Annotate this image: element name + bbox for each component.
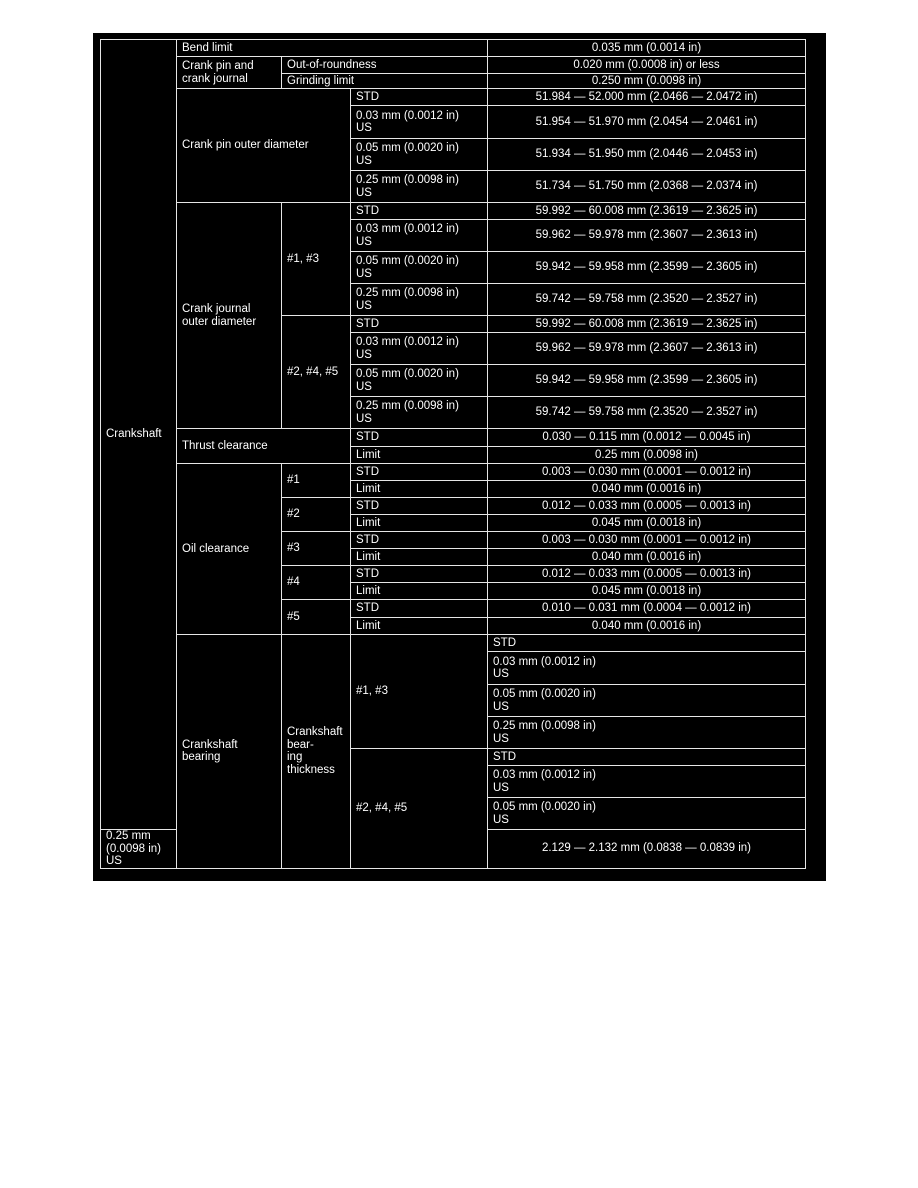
size-label: 0.03 mm (0.0012 in) US <box>351 106 488 139</box>
crankshaft-spec-table <box>100 39 806 869</box>
item-bearing-thickness: Crankshaft bear- ing thickness <box>282 635 351 869</box>
limit-label: Limit <box>351 447 488 464</box>
spec-value: 0.040 mm (0.0016 in) <box>488 481 806 498</box>
spec-value: 0.030 — 0.115 mm (0.0012 — 0.0045 in) <box>488 429 806 447</box>
spec-value: 0.012 — 0.033 mm (0.0005 — 0.0013 in) <box>488 566 806 583</box>
spec-value: 0.012 — 0.033 mm (0.0005 — 0.0013 in) <box>488 498 806 515</box>
spec-value: 59.962 — 59.978 mm (2.3607 — 2.3613 in) <box>488 333 806 365</box>
limit-label: Limit <box>351 481 488 498</box>
spec-value: 51.984 — 52.000 mm (2.0466 — 2.0472 in) <box>488 89 806 106</box>
limit-label: Limit <box>351 583 488 600</box>
spec-value: 0.010 — 0.031 mm (0.0004 — 0.0012 in) <box>488 600 806 618</box>
std-label: STD <box>351 429 488 447</box>
spec-value: 2.129 — 2.132 mm (0.0838 — 0.0839 in) <box>488 830 806 869</box>
std-label: STD <box>351 600 488 618</box>
spec-value: 0.25 mm (0.0098 in) <box>488 447 806 464</box>
journal-number: #2 <box>282 498 351 532</box>
std-label: STD <box>351 498 488 515</box>
spec-value: 0.040 mm (0.0016 in) <box>488 618 806 635</box>
limit-label: Limit <box>351 515 488 532</box>
journal-group: #2, #4, #5 <box>351 749 488 869</box>
category-crankshaft-bearing: Crankshaft bearing <box>177 635 282 869</box>
table-row <box>101 40 806 57</box>
journal-group: #2, #4, #5 <box>282 316 351 429</box>
spec-value: 59.742 — 59.758 mm (2.3520 — 2.3527 in) <box>488 397 806 429</box>
size-label: STD <box>488 635 806 652</box>
table-row <box>101 635 806 652</box>
size-label: STD <box>351 89 488 106</box>
size-label: 0.05 mm (0.0020 in) US <box>351 139 488 171</box>
spec-value: 51.734 — 51.750 mm (2.0368 — 2.0374 in) <box>488 171 806 203</box>
table-row <box>101 429 806 447</box>
size-label: 0.25 mm (0.0098 in) US <box>488 717 806 749</box>
size-label: 0.03 mm (0.0012 in) US <box>488 766 806 798</box>
size-label: 0.25 mm (0.0098 in) US <box>351 284 488 316</box>
size-label: 0.03 mm (0.0012 in) US <box>351 220 488 252</box>
size-label: 0.03 mm (0.0012 in) US <box>488 652 806 685</box>
size-label: 0.25 mm (0.0098 in) US <box>351 171 488 203</box>
journal-group: #1, #3 <box>351 635 488 749</box>
value-bend-limit: 0.035 mm (0.0014 in) <box>488 40 806 57</box>
spec-value: 0.045 mm (0.0018 in) <box>488 515 806 532</box>
spec-value: 0.040 mm (0.0016 in) <box>488 549 806 566</box>
item-crank-journal-outer-diameter: Crank journal outer diameter <box>177 203 282 429</box>
item-thrust-clearance: Thrust clearance <box>177 429 351 464</box>
table-row <box>101 464 806 481</box>
std-label: STD <box>351 464 488 481</box>
size-label: 0.03 mm (0.0012 in) US <box>351 333 488 365</box>
item-crank-pin-outer-diameter: Crank pin outer diameter <box>177 89 351 203</box>
item-pin-and-journal-line1: Crank pin and <box>182 60 254 72</box>
spec-value: 59.942 — 59.958 mm (2.3599 — 2.3605 in) <box>488 365 806 397</box>
table-row <box>101 89 806 106</box>
spec-panel <box>93 33 826 881</box>
journal-group: #1, #3 <box>282 203 351 316</box>
spec-value: 59.942 — 59.958 mm (2.3599 — 2.3605 in) <box>488 252 806 284</box>
journal-number: #3 <box>282 532 351 566</box>
size-label: STD <box>351 316 488 333</box>
table-row <box>101 203 806 220</box>
spec-value: 51.954 — 51.970 mm (2.0454 — 2.0461 in) <box>488 106 806 139</box>
limit-label: Limit <box>351 549 488 566</box>
size-label: 0.05 mm (0.0020 in) US <box>488 798 806 830</box>
std-label: STD <box>351 532 488 549</box>
value-grinding-limit: 0.250 mm (0.0098 in) <box>488 74 806 89</box>
value-out-of-roundness: 0.020 mm (0.0008 in) or less <box>488 57 806 74</box>
size-label: 0.05 mm (0.0020 in) US <box>351 365 488 397</box>
spec-value: 59.992 — 60.008 mm (2.3619 — 2.3625 in) <box>488 203 806 220</box>
spec-value: 59.742 — 59.758 mm (2.3520 — 2.3527 in) <box>488 284 806 316</box>
item-bend-limit: Bend limit <box>177 40 488 57</box>
journal-number: #5 <box>282 600 351 635</box>
item-pin-and-journal <box>177 57 282 89</box>
spec-value: 51.934 — 51.950 mm (2.0446 — 2.0453 in) <box>488 139 806 171</box>
spec-value: 59.962 — 59.978 mm (2.3607 — 2.3613 in) <box>488 220 806 252</box>
size-label: STD <box>488 749 806 766</box>
size-label: 0.25 mm (0.0098 in) US <box>351 397 488 429</box>
spec-value: 59.992 — 60.008 mm (2.3619 — 2.3625 in) <box>488 316 806 333</box>
sub-grinding-limit: Grinding limit <box>282 74 488 89</box>
size-label: 0.05 mm (0.0020 in) US <box>488 685 806 717</box>
std-label: STD <box>351 566 488 583</box>
size-label: 0.05 mm (0.0020 in) US <box>351 252 488 284</box>
spec-value: 0.003 — 0.030 mm (0.0001 — 0.0012 in) <box>488 464 806 481</box>
journal-number: #4 <box>282 566 351 600</box>
table-row <box>101 57 806 74</box>
spec-value: 0.045 mm (0.0018 in) <box>488 583 806 600</box>
sub-out-of-roundness: Out-of-roundness <box>282 57 488 74</box>
size-label: 0.25 mm (0.0098 in) US <box>101 830 177 869</box>
item-oil-clearance: Oil clearance <box>177 464 282 635</box>
size-label: STD <box>351 203 488 220</box>
limit-label: Limit <box>351 618 488 635</box>
item-pin-and-journal-line2: crank journal <box>182 72 248 85</box>
category-crankshaft: Crankshaft <box>101 40 177 830</box>
journal-number: #1 <box>282 464 351 498</box>
spec-value: 0.003 — 0.030 mm (0.0001 — 0.0012 in) <box>488 532 806 549</box>
